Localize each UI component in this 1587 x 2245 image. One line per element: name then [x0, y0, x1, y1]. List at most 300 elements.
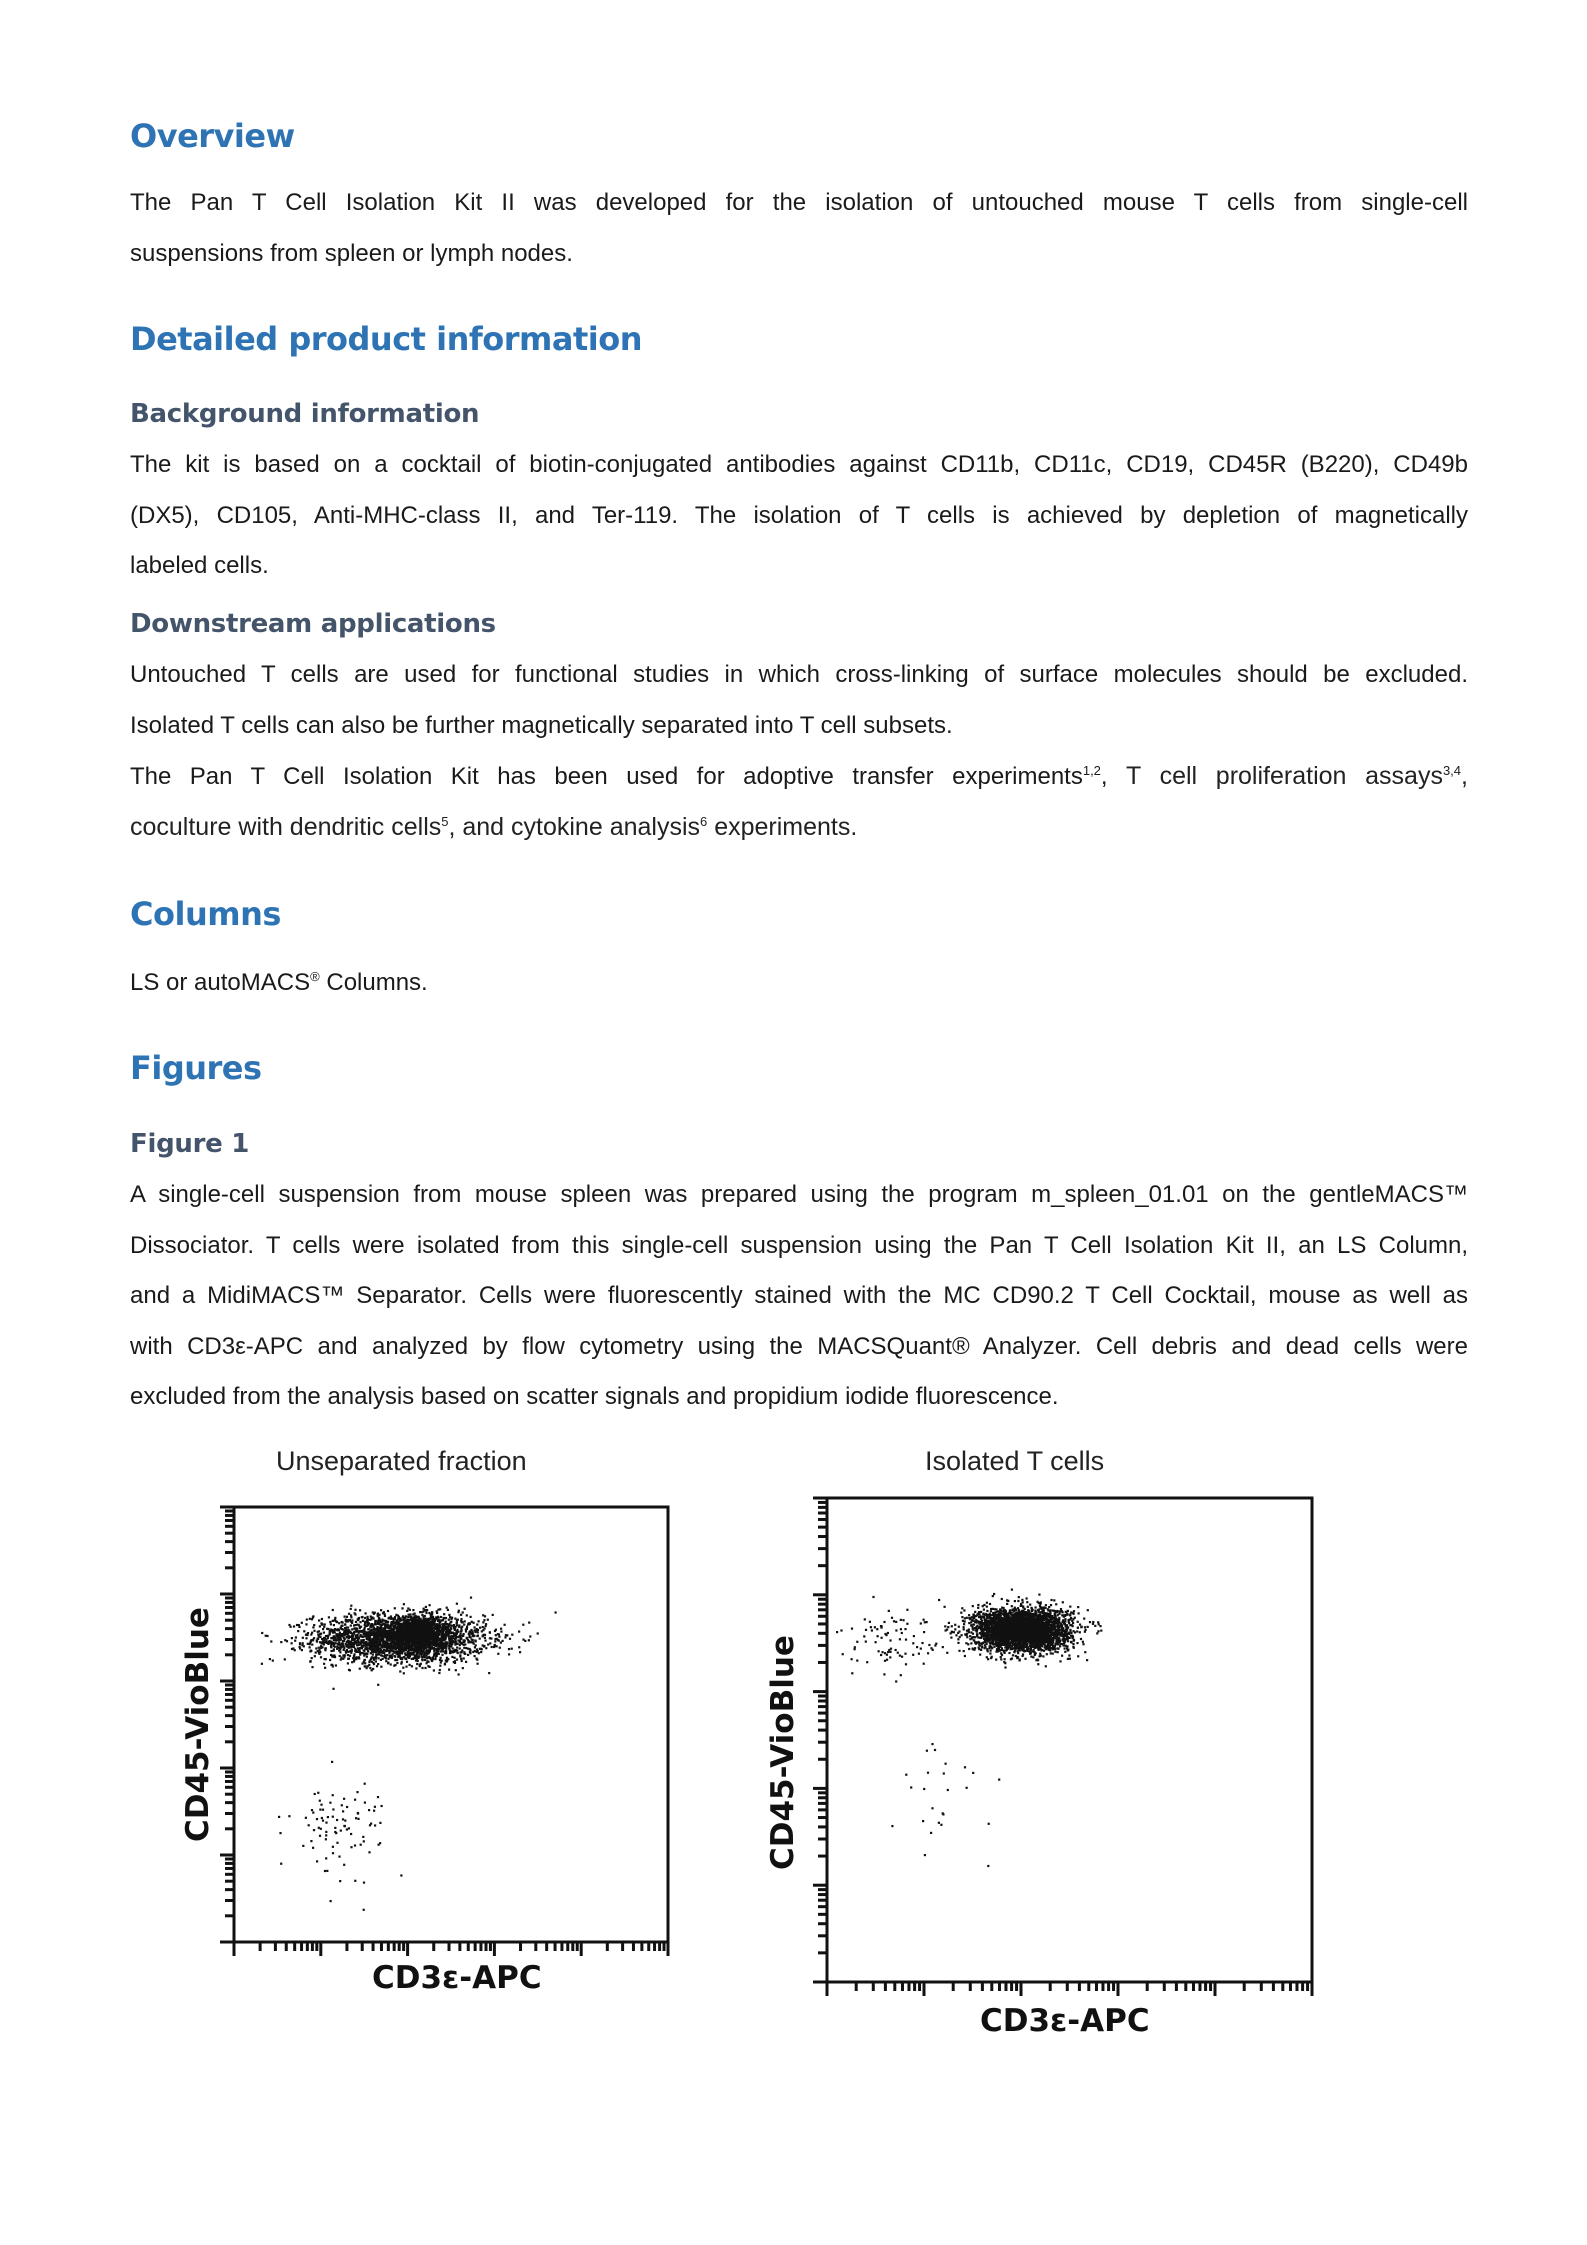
- event-dot: [378, 1657, 380, 1659]
- event-dot: [393, 1644, 395, 1646]
- dense-population-core: [398, 1623, 435, 1644]
- event-dot: [1007, 1600, 1009, 1602]
- event-dot: [1011, 1605, 1013, 1607]
- event-dot: [318, 1827, 320, 1829]
- event-dot: [332, 1808, 334, 1810]
- event-dot: [1018, 1596, 1020, 1598]
- event-dot: [373, 1657, 375, 1659]
- event-dot: [469, 1649, 471, 1651]
- event-dot: [375, 1660, 377, 1662]
- event-dot: [400, 1618, 402, 1620]
- event-dot: [484, 1615, 486, 1617]
- plot-1-title: Unseparated fraction: [276, 1446, 527, 1476]
- event-dot: [425, 1606, 427, 1608]
- event-dot: [261, 1632, 263, 1634]
- event-dot: [321, 1638, 323, 1640]
- event-dot: [500, 1628, 502, 1630]
- event-dot: [378, 1647, 380, 1649]
- event-dot: [378, 1642, 380, 1644]
- event-dot: [325, 1658, 327, 1660]
- event-dot: [465, 1630, 467, 1632]
- event-dot: [310, 1634, 312, 1636]
- event-dot: [434, 1627, 436, 1629]
- event-dot: [378, 1653, 380, 1655]
- event-dot: [316, 1818, 318, 1820]
- event-dot: [343, 1825, 345, 1827]
- event-dot: [355, 1658, 357, 1660]
- event-dot: [272, 1660, 274, 1662]
- event-dot: [432, 1656, 434, 1658]
- event-dot: [1010, 1648, 1012, 1650]
- event-dot: [414, 1613, 416, 1615]
- event-dot: [329, 1802, 331, 1804]
- event-dot: [341, 1628, 343, 1630]
- event-dot: [434, 1636, 436, 1638]
- event-dot: [306, 1619, 308, 1621]
- event-dot: [317, 1633, 319, 1635]
- event-dot: [489, 1632, 491, 1634]
- event-dot: [378, 1614, 380, 1616]
- event-dot: [417, 1657, 419, 1659]
- event-dot: [426, 1652, 428, 1654]
- event-dot: [441, 1654, 443, 1656]
- event-dot: [401, 1661, 403, 1663]
- event-dot: [392, 1631, 394, 1633]
- event-dot: [313, 1630, 315, 1632]
- background-line: (DX5), CD105, Anti-MHC-class II, and Ter-119. The isolation of T cells is achieved by depletion of magnetically: [130, 501, 1468, 529]
- event-dot: [388, 1643, 390, 1645]
- event-dot: [350, 1641, 352, 1643]
- event-dot: [311, 1632, 313, 1634]
- event-dot: [310, 1641, 312, 1643]
- event-dot: [348, 1646, 350, 1648]
- event-dot: [351, 1622, 353, 1624]
- event-dot: [1027, 1606, 1029, 1608]
- event-dot: [470, 1616, 472, 1618]
- event-dot: [409, 1613, 411, 1615]
- event-dot: [270, 1640, 272, 1642]
- event-dot: [325, 1831, 327, 1833]
- event-dot: [495, 1629, 497, 1631]
- event-dot: [305, 1817, 307, 1819]
- event-dot: [472, 1641, 474, 1643]
- event-dot: [330, 1900, 332, 1902]
- event-dot: [437, 1635, 439, 1637]
- event-dot: [351, 1633, 353, 1635]
- event-dot: [347, 1658, 349, 1660]
- event-dot: [294, 1640, 296, 1642]
- event-dot: [330, 1664, 332, 1666]
- event-dot: [340, 1643, 342, 1645]
- event-dot: [329, 1621, 331, 1623]
- overview-paragraph: [130, 178, 1468, 279]
- downstream-line: Isolated T cells can also be further magnetically separated into T cell subsets.: [130, 711, 953, 739]
- event-dot: [1057, 1614, 1059, 1616]
- event-dot: [497, 1633, 499, 1635]
- event-dot: [455, 1669, 457, 1671]
- event-dot: [368, 1664, 370, 1666]
- event-dot: [378, 1617, 380, 1619]
- event-dot: [400, 1645, 402, 1647]
- event-dot: [460, 1614, 462, 1616]
- event-dot: [459, 1635, 461, 1637]
- event-dot: [399, 1670, 401, 1672]
- event-dot: [394, 1607, 396, 1609]
- event-dot: [459, 1644, 461, 1646]
- event-dot: [327, 1816, 329, 1818]
- event-dot: [476, 1628, 478, 1630]
- event-dot: [385, 1620, 387, 1622]
- caption-line: Dissociator. T cells were isolated from this single-cell suspension using the Pan T Cell Isolation Kit II, an LS Column,: [130, 1231, 1468, 1259]
- event-dot: [454, 1657, 456, 1659]
- event-dot: [409, 1645, 411, 1647]
- event-dot: [402, 1644, 404, 1646]
- event-dot: [415, 1667, 417, 1669]
- event-dot: [355, 1817, 357, 1819]
- event-dot: [307, 1643, 309, 1645]
- event-dot: [482, 1635, 484, 1637]
- event-dot: [438, 1643, 440, 1645]
- event-dot: [369, 1632, 371, 1634]
- event-dot: [336, 1629, 338, 1631]
- event-dot: [464, 1620, 466, 1622]
- event-dot: [428, 1612, 430, 1614]
- event-dot: [471, 1639, 473, 1641]
- event-dot: [372, 1632, 374, 1634]
- event-dot: [377, 1614, 379, 1616]
- heading-background-information: Background information: [130, 399, 480, 429]
- event-dot: [445, 1648, 447, 1650]
- heading-downstream-applications: Downstream applications: [130, 609, 496, 639]
- event-dot: [474, 1639, 476, 1641]
- event-dot: [967, 1643, 969, 1645]
- event-dot: [476, 1624, 478, 1626]
- event-dot: [1070, 1641, 1072, 1643]
- event-dot: [448, 1645, 450, 1647]
- caption-line: excluded from the analysis based on scatter signals and propidium iodide fluorescence.: [130, 1383, 1059, 1410]
- event-dot: [284, 1639, 286, 1641]
- event-dot: [351, 1649, 353, 1651]
- event-dot: [957, 1642, 959, 1644]
- event-dot: [511, 1648, 513, 1650]
- event-dot: [448, 1637, 450, 1639]
- event-dot: [431, 1614, 433, 1616]
- event-dot: [452, 1647, 454, 1649]
- event-dot: [423, 1656, 425, 1658]
- event-dot: [457, 1639, 459, 1641]
- event-dot: [393, 1640, 395, 1642]
- event-dot: [291, 1648, 293, 1650]
- event-dot: [437, 1652, 439, 1654]
- event-dot: [412, 1609, 414, 1611]
- event-dot: [348, 1643, 350, 1645]
- event-dot: [439, 1645, 441, 1647]
- event-dot: [482, 1621, 484, 1623]
- event-dot: [529, 1635, 531, 1637]
- event-dot: [333, 1639, 335, 1641]
- event-dot: [427, 1661, 429, 1663]
- event-dot: [316, 1641, 318, 1643]
- event-dot: [355, 1628, 357, 1630]
- event-dot: [528, 1622, 530, 1624]
- event-dot: [414, 1619, 416, 1621]
- event-dot: [406, 1661, 408, 1663]
- event-dot: [1030, 1656, 1032, 1658]
- caption-line: with CD3ε-APC and analyzed by flow cytometry using the MACSQuant® Analyzer. Cell debris and dead cells were: [130, 1332, 1468, 1360]
- event-dot: [350, 1846, 352, 1848]
- event-dot: [947, 1626, 949, 1628]
- event-dot: [379, 1639, 381, 1641]
- event-dot: [444, 1634, 446, 1636]
- event-dot: [394, 1655, 396, 1657]
- event-dot: [402, 1615, 404, 1617]
- event-dot: [416, 1652, 418, 1654]
- event-dot: [392, 1650, 394, 1652]
- event-dot: [420, 1663, 422, 1665]
- event-dot: [312, 1812, 314, 1814]
- event-dot: [470, 1636, 472, 1638]
- event-dot: [347, 1640, 349, 1642]
- citation-superscript: 5: [441, 813, 449, 829]
- event-dot: [1063, 1642, 1065, 1644]
- event-dot: [298, 1626, 300, 1628]
- event-dot: [528, 1639, 530, 1641]
- event-dot: [361, 1616, 363, 1618]
- event-dot: [351, 1661, 353, 1663]
- event-dot: [1034, 1610, 1036, 1612]
- event-dot: [328, 1640, 330, 1642]
- event-dot: [388, 1627, 390, 1629]
- event-dot: [368, 1851, 370, 1853]
- event-dot: [446, 1607, 448, 1609]
- event-dot: [336, 1819, 338, 1821]
- event-dot: [477, 1635, 479, 1637]
- event-dot: [989, 1647, 991, 1649]
- event-dot: [333, 1624, 335, 1626]
- event-dot: [371, 1643, 373, 1645]
- event-dot: [1059, 1660, 1061, 1662]
- event-dot: [421, 1653, 423, 1655]
- event-dot: [488, 1672, 490, 1674]
- event-dot: [440, 1616, 442, 1618]
- event-dot: [424, 1621, 426, 1623]
- event-dot: [338, 1856, 340, 1858]
- event-dot: [463, 1657, 465, 1659]
- event-dot: [309, 1661, 311, 1663]
- event-dot: [332, 1794, 334, 1796]
- event-dot: [401, 1650, 403, 1652]
- event-dot: [463, 1624, 465, 1626]
- event-dot: [463, 1651, 465, 1653]
- event-dot: [324, 1623, 326, 1625]
- figure-1-caption: [130, 1170, 1468, 1423]
- event-dot: [366, 1646, 368, 1648]
- event-dot: [438, 1627, 440, 1629]
- event-dot: [320, 1828, 322, 1830]
- heading-detailed-product-information: Detailed product information: [130, 320, 643, 358]
- event-dot: [378, 1623, 380, 1625]
- event-dot: [406, 1619, 408, 1621]
- event-dot: [329, 1632, 331, 1634]
- event-dot: [344, 1654, 346, 1656]
- event-dot: [378, 1635, 380, 1637]
- event-dot: [467, 1648, 469, 1650]
- event-dot: [311, 1809, 313, 1811]
- event-dot: [458, 1673, 460, 1675]
- event-dot: [374, 1612, 376, 1614]
- event-dot: [343, 1864, 345, 1866]
- event-dot: [323, 1632, 325, 1634]
- event-dot: [463, 1647, 465, 1649]
- background-paragraph: [130, 440, 1468, 592]
- event-dot: [357, 1637, 359, 1639]
- event-dot: [1064, 1618, 1066, 1620]
- event-dot: [322, 1809, 324, 1811]
- downstream-references-line: [130, 751, 1468, 802]
- event-dot: [476, 1659, 478, 1661]
- event-dot: [325, 1638, 327, 1640]
- event-dot: [462, 1611, 464, 1613]
- event-dot: [354, 1612, 356, 1614]
- event-dot: [359, 1609, 361, 1611]
- event-dot: [425, 1618, 427, 1620]
- event-dot: [450, 1652, 452, 1654]
- event-dot: [311, 1644, 313, 1646]
- event-dot: [280, 1641, 282, 1643]
- event-dot: [354, 1609, 356, 1611]
- event-dot: [508, 1653, 510, 1655]
- event-dot: [390, 1644, 392, 1646]
- event-dot: [325, 1857, 327, 1859]
- event-dot: [522, 1639, 524, 1641]
- event-dot: [1069, 1658, 1071, 1660]
- event-dot: [382, 1638, 384, 1640]
- event-dot: [951, 1625, 953, 1627]
- event-dot: [447, 1658, 449, 1660]
- event-dot: [443, 1613, 445, 1615]
- event-dot: [436, 1612, 438, 1614]
- event-dot: [555, 1611, 557, 1613]
- event-dot: [398, 1647, 400, 1649]
- event-dot: [464, 1640, 466, 1642]
- event-dot: [320, 1656, 322, 1658]
- event-dot: [359, 1631, 361, 1633]
- event-dot: [339, 1880, 341, 1882]
- event-dot: [460, 1630, 462, 1632]
- event-dot: [382, 1642, 384, 1644]
- event-dot: [391, 1617, 393, 1619]
- event-dot: [303, 1630, 305, 1632]
- event-dot: [364, 1631, 366, 1633]
- event-dot: [373, 1659, 375, 1661]
- event-dot: [370, 1823, 372, 1825]
- event-dot: [347, 1627, 349, 1629]
- event-dot: [356, 1791, 358, 1793]
- event-dot: [330, 1642, 332, 1644]
- event-dot: [362, 1836, 364, 1838]
- event-dot: [342, 1818, 344, 1820]
- event-dot: [338, 1647, 340, 1649]
- event-dot: [324, 1667, 326, 1669]
- event-dot: [456, 1659, 458, 1661]
- event-dot: [278, 1816, 280, 1818]
- event-dot: [401, 1607, 403, 1609]
- event-dot: [334, 1617, 336, 1619]
- event-dot: [305, 1637, 307, 1639]
- event-dot: [347, 1619, 349, 1621]
- event-dot: [351, 1619, 353, 1621]
- event-dot: [960, 1612, 962, 1614]
- downstream-references-line: [130, 802, 1468, 853]
- event-dot: [432, 1644, 434, 1646]
- event-dot: [1077, 1655, 1079, 1657]
- event-dot: [326, 1640, 328, 1642]
- event-dot: [1006, 1603, 1008, 1605]
- plot-1-y-axis-label: CD45-VioBlue: [180, 1607, 216, 1842]
- event-dot: [327, 1635, 329, 1637]
- event-dot: [1017, 1600, 1019, 1602]
- event-dot: [1073, 1613, 1075, 1615]
- event-dot: [453, 1661, 455, 1663]
- event-dot: [483, 1619, 485, 1621]
- event-dots: [836, 1589, 1102, 1868]
- event-dot: [431, 1622, 433, 1624]
- event-dot: [497, 1639, 499, 1641]
- event-dot: [323, 1643, 325, 1645]
- event-dot: [302, 1637, 304, 1639]
- event-dot: [1026, 1601, 1028, 1603]
- event-dot: [297, 1630, 299, 1632]
- event-dot: [429, 1657, 431, 1659]
- event-dot: [444, 1663, 446, 1665]
- event-dot: [354, 1880, 356, 1882]
- event-dot: [340, 1830, 342, 1832]
- event-dot: [397, 1618, 399, 1620]
- event-dot: [439, 1621, 441, 1623]
- event-dot: [328, 1616, 330, 1618]
- event-dot: [363, 1909, 365, 1911]
- event-dot: [364, 1659, 366, 1661]
- event-dot: [442, 1650, 444, 1652]
- event-dot: [380, 1609, 382, 1611]
- event-dot: [420, 1618, 422, 1620]
- event-dot: [408, 1651, 410, 1653]
- event-dot: [455, 1636, 457, 1638]
- event-dot: [964, 1633, 966, 1635]
- event-dot: [375, 1632, 377, 1634]
- event-dot: [362, 1620, 364, 1622]
- event-dot: [394, 1664, 396, 1666]
- event-dot: [381, 1655, 383, 1657]
- event-dot: [321, 1646, 323, 1648]
- event-dot: [433, 1621, 435, 1623]
- event-dot: [376, 1629, 378, 1631]
- event-dot: [359, 1621, 361, 1623]
- event-dot: [439, 1624, 441, 1626]
- columns-paragraph: [130, 958, 1468, 1009]
- event-dot: [343, 1637, 345, 1639]
- event-dot: [456, 1632, 458, 1634]
- event-dot: [324, 1870, 326, 1872]
- event-dot: [451, 1656, 453, 1658]
- event-dot: [519, 1651, 521, 1653]
- event-dot: [305, 1623, 307, 1625]
- event-dot: [346, 1636, 348, 1638]
- event-dot: [987, 1658, 989, 1660]
- event-dot: [323, 1626, 325, 1628]
- event-dot: [319, 1625, 321, 1627]
- event-dot: [396, 1635, 398, 1637]
